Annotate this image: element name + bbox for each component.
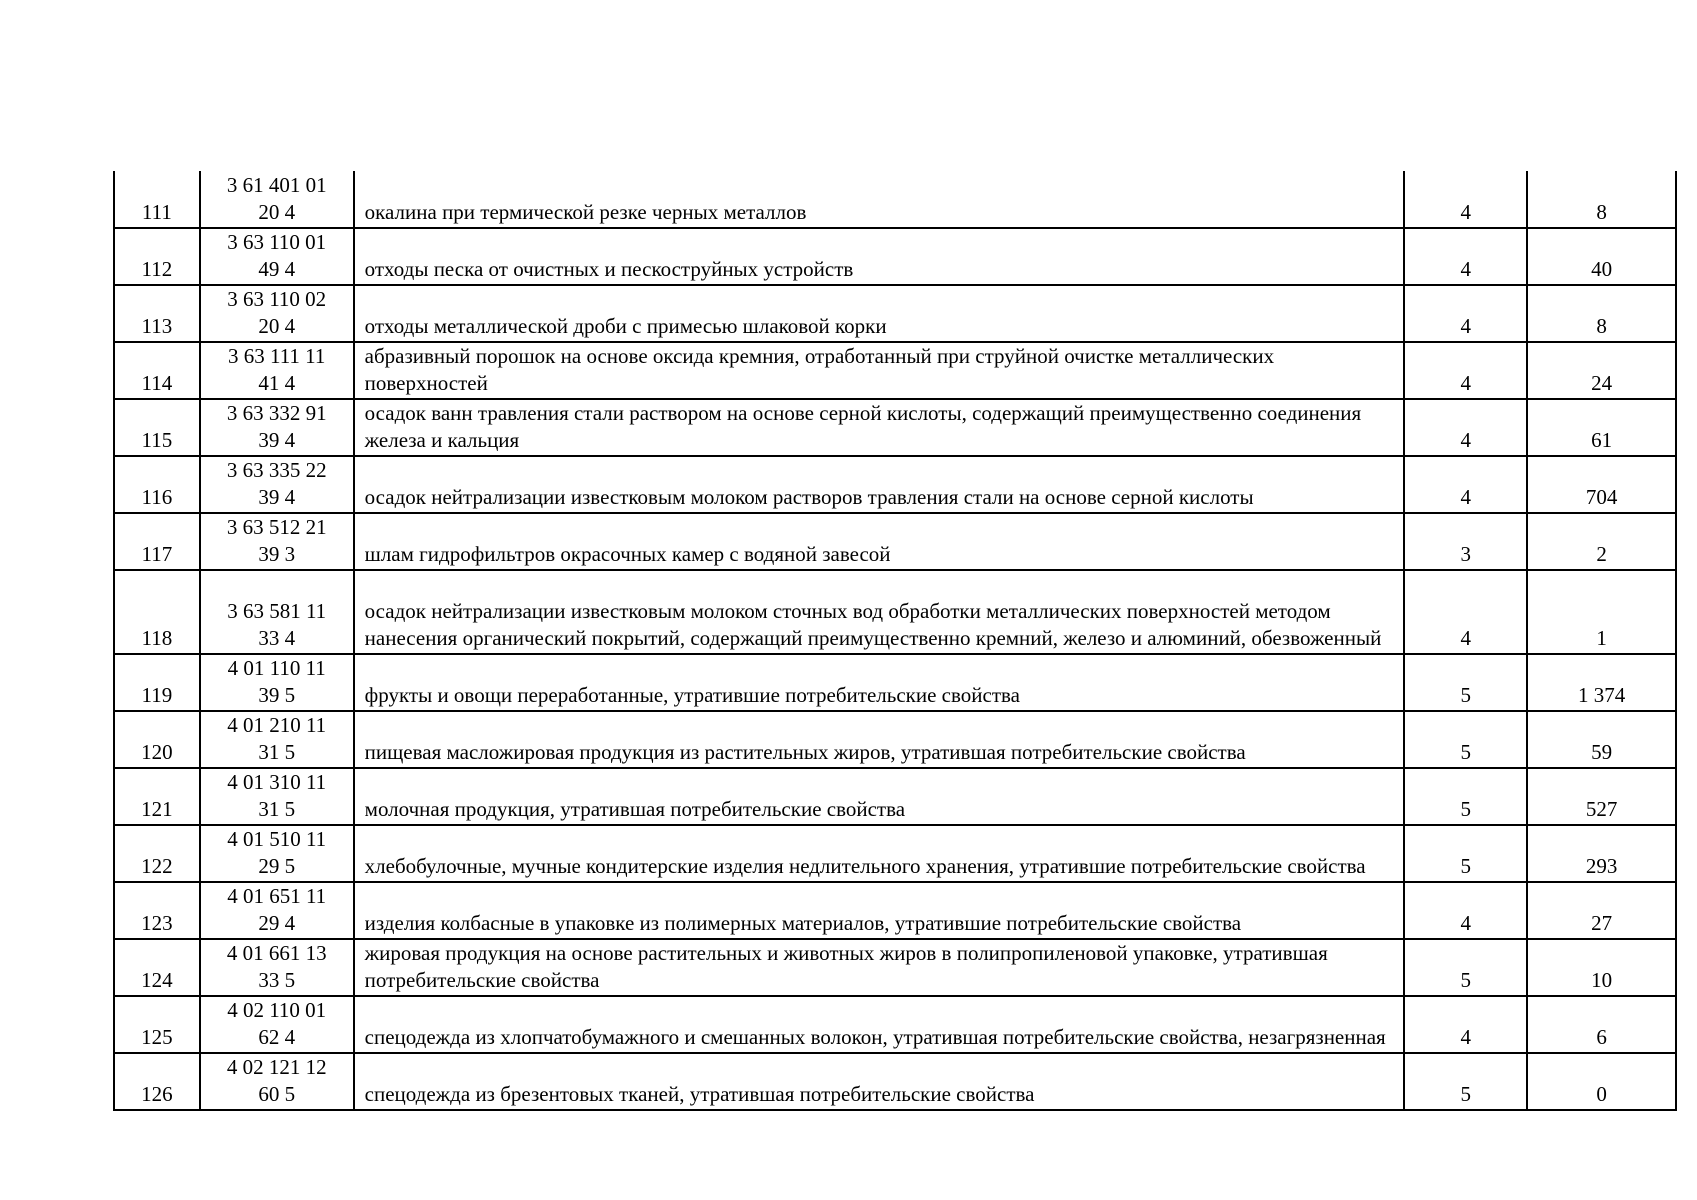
waste-name: шлам гидрофильтров окрасочных камер с водяной завесой — [354, 513, 1405, 570]
row-number: 115 — [114, 399, 200, 456]
table-row — [114, 171, 1676, 228]
waste-code — [200, 711, 354, 768]
hazard-class: 4 — [1404, 285, 1527, 342]
table-row — [114, 996, 1676, 1053]
waste-code-line-1: 3 63 111 11 — [227, 344, 326, 368]
waste-amount: 0 — [1527, 1053, 1676, 1110]
waste-code-line-2: 41 4 — [258, 371, 296, 395]
waste-code-line-1: 3 63 581 11 — [227, 599, 327, 623]
waste-name: осадок ванн травления стали раствором на основе серной кислоты, содержащий преимущественно соединения железа и кальция — [354, 399, 1405, 456]
waste-table-body — [114, 171, 1676, 1110]
hazard-class: 5 — [1404, 825, 1527, 882]
waste-code — [200, 456, 354, 513]
waste-code-line-1: 3 63 332 91 — [226, 401, 327, 425]
waste-amount: 6 — [1527, 996, 1676, 1053]
hazard-class: 4 — [1404, 456, 1527, 513]
waste-code-line-1: 4 02 121 12 — [226, 1055, 327, 1079]
waste-code — [200, 285, 354, 342]
waste-name: жировая продукция на основе растительных и животных жиров в полипропиленовой упаковке, утратившая потребительские свойства — [354, 939, 1405, 996]
table-row — [114, 768, 1676, 825]
row-number: 122 — [114, 825, 200, 882]
waste-code-line-1: 4 01 510 11 — [227, 827, 327, 851]
waste-code-line-2: 31 5 — [258, 797, 296, 821]
waste-code-line-1: 4 01 310 11 — [227, 770, 327, 794]
row-number: 125 — [114, 996, 200, 1053]
waste-code-line-2: 62 4 — [258, 1025, 296, 1049]
waste-amount: 704 — [1527, 456, 1676, 513]
hazard-class: 5 — [1404, 768, 1527, 825]
waste-amount: 1 374 — [1527, 654, 1676, 711]
hazard-class: 5 — [1404, 654, 1527, 711]
waste-name: молочная продукция, утратившая потребительские свойства — [354, 768, 1405, 825]
waste-code — [200, 399, 354, 456]
waste-code-line-1: 3 63 512 21 — [226, 515, 327, 539]
waste-amount: 293 — [1527, 825, 1676, 882]
waste-amount: 1 — [1527, 570, 1676, 654]
waste-code — [200, 768, 354, 825]
table-row — [114, 456, 1676, 513]
row-number: 118 — [114, 570, 200, 654]
row-number: 123 — [114, 882, 200, 939]
waste-code — [200, 996, 354, 1053]
waste-name: абразивный порошок на основе оксида кремния, отработанный при струйной очистке металлических поверхностей — [354, 342, 1405, 399]
hazard-class: 5 — [1404, 1053, 1527, 1110]
row-number: 111 — [114, 171, 200, 228]
waste-code-line-2: 33 5 — [258, 968, 296, 992]
waste-name: фрукты и овощи переработанные, утратившие потребительские свойства — [354, 654, 1405, 711]
row-number: 126 — [114, 1053, 200, 1110]
waste-code-line-2: 39 3 — [258, 542, 296, 566]
table-row — [114, 1053, 1676, 1110]
hazard-class: 4 — [1404, 399, 1527, 456]
row-number: 112 — [114, 228, 200, 285]
table-row — [114, 882, 1676, 939]
waste-code — [200, 228, 354, 285]
waste-code-line-1: 3 63 110 02 — [227, 287, 327, 311]
hazard-class: 4 — [1404, 882, 1527, 939]
waste-amount: 8 — [1527, 171, 1676, 228]
table-row — [114, 939, 1676, 996]
table-row — [114, 513, 1676, 570]
waste-amount: 10 — [1527, 939, 1676, 996]
waste-code-line-1: 3 63 335 22 — [226, 458, 327, 482]
row-number: 119 — [114, 654, 200, 711]
hazard-class: 4 — [1404, 171, 1527, 228]
hazard-class: 4 — [1404, 228, 1527, 285]
waste-code-line-2: 39 5 — [258, 683, 296, 707]
waste-code — [200, 825, 354, 882]
waste-code-line-1: 4 01 651 11 — [227, 884, 327, 908]
table-row — [114, 399, 1676, 456]
waste-amount: 40 — [1527, 228, 1676, 285]
waste-amount: 2 — [1527, 513, 1676, 570]
waste-code-line-1: 4 01 661 13 — [226, 941, 327, 965]
waste-name: хлебобулочные, мучные кондитерские изделия недлительного хранения, утратившие потребительские свойства — [354, 825, 1405, 882]
waste-code-line-1: 4 01 210 11 — [227, 713, 327, 737]
waste-code — [200, 171, 354, 228]
waste-code-line-2: 39 4 — [258, 485, 296, 509]
waste-name: осадок нейтрализации известковым молоком сточных вод обработки металлических поверхностей методом нанесения органический покрытий, содержащий преимущественно кремний, железо и алюминий, обезвоженный — [354, 570, 1405, 654]
waste-code — [200, 939, 354, 996]
waste-code-line-2: 39 4 — [258, 428, 296, 452]
waste-code-line-2: 20 4 — [258, 200, 296, 224]
table-row — [114, 228, 1676, 285]
row-number: 116 — [114, 456, 200, 513]
waste-code-line-2: 33 4 — [258, 626, 296, 650]
waste-code-line-2: 31 5 — [258, 740, 296, 764]
waste-code-line-1: 4 02 110 01 — [227, 998, 327, 1022]
waste-code-line-2: 20 4 — [258, 314, 296, 338]
waste-name: пищевая масложировая продукция из растительных жиров, утратившая потребительские свойства — [354, 711, 1405, 768]
waste-name: осадок нейтрализации известковым молоком растворов травления стали на основе серной кислоты — [354, 456, 1405, 513]
table-row — [114, 654, 1676, 711]
row-number: 114 — [114, 342, 200, 399]
row-number: 120 — [114, 711, 200, 768]
waste-amount: 27 — [1527, 882, 1676, 939]
hazard-class: 5 — [1404, 939, 1527, 996]
waste-code — [200, 654, 354, 711]
row-number: 124 — [114, 939, 200, 996]
waste-code-line-2: 29 5 — [258, 854, 296, 878]
waste-code-line-2: 60 5 — [258, 1082, 296, 1106]
waste-amount: 24 — [1527, 342, 1676, 399]
waste-name: спецодежда из брезентовых тканей, утратившая потребительские свойства — [354, 1053, 1405, 1110]
waste-name: отходы металлической дроби с примесью шлаковой корки — [354, 285, 1405, 342]
hazard-class: 4 — [1404, 342, 1527, 399]
table-row — [114, 825, 1676, 882]
waste-code-line-1: 3 61 401 01 — [226, 173, 327, 197]
waste-code — [200, 570, 354, 654]
hazard-class: 3 — [1404, 513, 1527, 570]
waste-amount: 8 — [1527, 285, 1676, 342]
waste-code — [200, 1053, 354, 1110]
row-number: 121 — [114, 768, 200, 825]
hazard-class: 4 — [1404, 996, 1527, 1053]
row-number: 117 — [114, 513, 200, 570]
waste-code-line-2: 49 4 — [258, 257, 296, 281]
waste-code-line-1: 3 63 110 01 — [227, 230, 327, 254]
waste-amount: 59 — [1527, 711, 1676, 768]
table-row — [114, 342, 1676, 399]
waste-amount: 61 — [1527, 399, 1676, 456]
hazard-class: 5 — [1404, 711, 1527, 768]
waste-table — [113, 171, 1677, 1111]
table-row — [114, 285, 1676, 342]
waste-code — [200, 513, 354, 570]
table-row — [114, 570, 1676, 654]
waste-amount: 527 — [1527, 768, 1676, 825]
waste-code-line-1: 4 01 110 11 — [227, 656, 326, 680]
waste-code — [200, 342, 354, 399]
waste-name: изделия колбасные в упаковке из полимерных материалов, утратившие потребительские свойства — [354, 882, 1405, 939]
waste-code-line-2: 29 4 — [258, 911, 296, 935]
hazard-class: 4 — [1404, 570, 1527, 654]
waste-name: окалина при термической резке черных металлов — [354, 171, 1405, 228]
table-row — [114, 711, 1676, 768]
waste-name: отходы песка от очистных и пескоструйных устройств — [354, 228, 1405, 285]
waste-name: спецодежда из хлопчатобумажного и смешанных волокон, утратившая потребительские свойства, незагрязненная — [354, 996, 1405, 1053]
waste-code — [200, 882, 354, 939]
row-number: 113 — [114, 285, 200, 342]
